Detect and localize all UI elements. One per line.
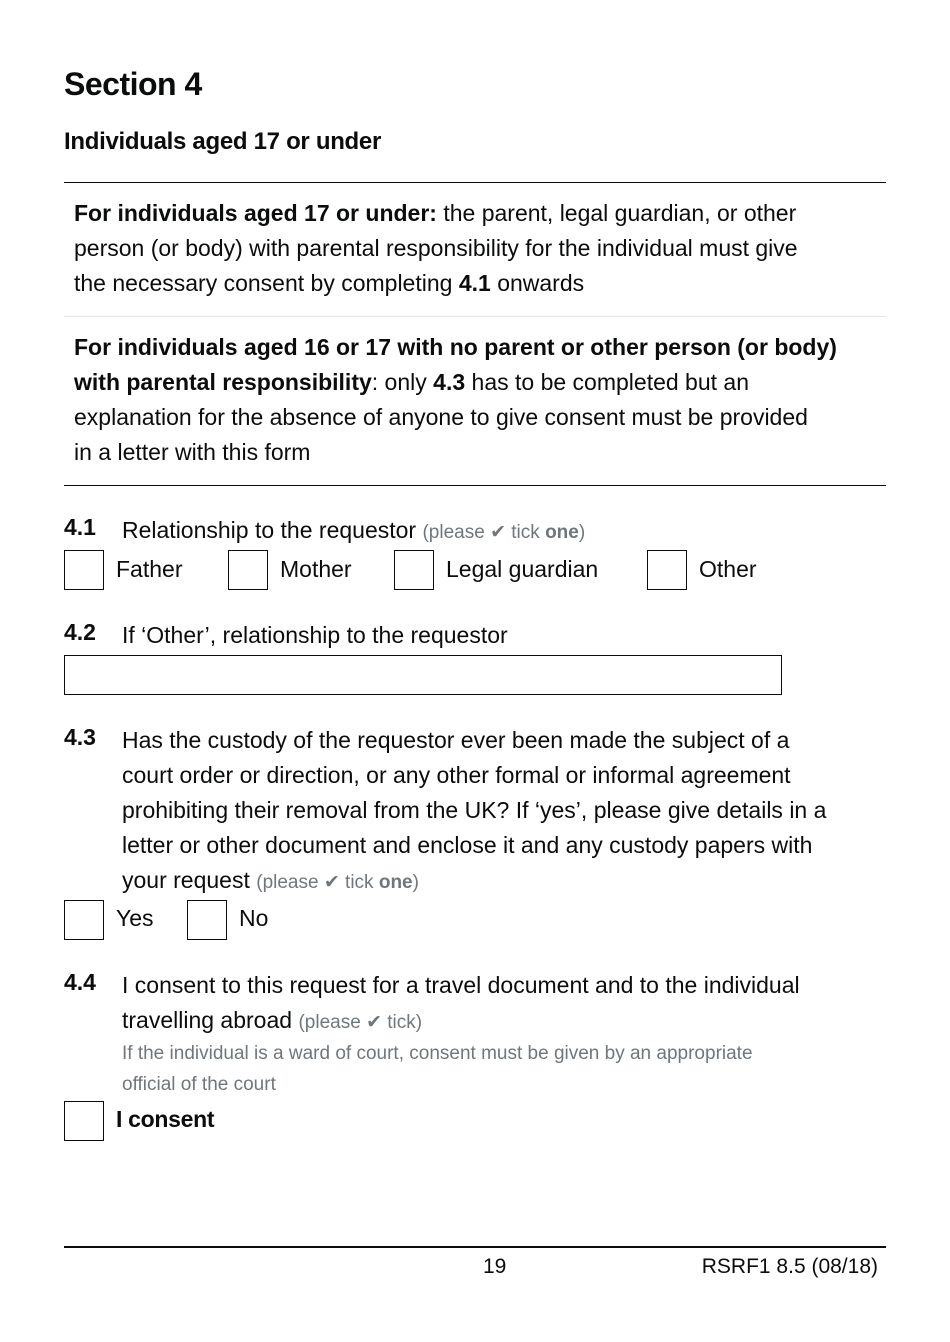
q43-hint-post: ) <box>412 872 419 893</box>
top-rule <box>64 182 886 183</box>
q41-hint-pre: (please <box>422 522 491 543</box>
q44-number: 4.4 <box>64 969 96 995</box>
tick-icon: ✔ <box>366 1012 382 1033</box>
guidance-p1-bold: For individuals aged 17 or under: <box>74 200 437 226</box>
guidance-paragraph-1 <box>74 196 874 301</box>
checkbox-no[interactable] <box>187 900 227 940</box>
guidance-divider <box>64 316 886 317</box>
guidance-p1-line2: person (or body) with parental responsibility for the individual must give <box>74 235 798 261</box>
q41-question <box>122 513 892 550</box>
footer-rule <box>64 1246 886 1248</box>
q43-line2: court order or direction, or any other formal or informal agreement <box>122 762 791 788</box>
q43-hint-pre: (please <box>256 872 324 893</box>
option-label-mother: Mother <box>280 556 352 582</box>
q43-line3: prohibiting their removal from the UK? If ‘yes’, please give details in a <box>122 797 827 823</box>
q44-hint-post: tick) <box>381 1012 423 1033</box>
q41-hint-one: one <box>545 522 579 543</box>
q42-text: If ‘Other’, relationship to the requestor <box>122 622 508 648</box>
q44-line1: I consent to this request for a travel document and to the individual <box>122 972 800 998</box>
checkbox-father[interactable] <box>64 550 104 590</box>
option-label-other: Other <box>699 556 757 582</box>
guidance-p2-bold1: For individuals aged 16 or 17 with no parent or other person (or body) <box>74 334 837 360</box>
q44-line2: travelling abroad <box>122 1007 293 1033</box>
guidance-paragraph-2 <box>74 330 874 470</box>
option-label-legal-guardian: Legal guardian <box>446 556 599 582</box>
q44-note <box>122 1038 882 1100</box>
guidance-bottom-rule <box>64 485 886 486</box>
q44-question <box>122 968 892 1040</box>
q43-hint-one: one <box>378 872 413 893</box>
guidance-p1-line3-post: onwards <box>490 270 585 296</box>
guidance-p2-mid: : only <box>371 369 434 395</box>
q44-hint-pre: (please <box>298 1012 367 1033</box>
section-subtitle: Individuals aged 17 or under <box>64 128 382 155</box>
guidance-p1-line3: the necessary consent by completing <box>74 270 459 296</box>
checkbox-legal-guardian[interactable] <box>394 550 434 590</box>
q43-hint <box>256 872 419 893</box>
option-label-no: No <box>239 905 269 931</box>
guidance-p2-ref: 4.3 <box>433 369 466 395</box>
q44-note-line2: official of the court <box>122 1074 276 1095</box>
guidance-p2-post: has to be completed but an <box>465 369 750 395</box>
option-label-i-consent: I consent <box>116 1106 215 1132</box>
q44-note-line1: If the individual is a ward of court, consent must be given by an appropriate <box>122 1043 753 1064</box>
q41-hint-mid: tick <box>506 522 546 543</box>
q41-hint <box>422 522 585 543</box>
q41-hint-post: ) <box>578 522 586 543</box>
page-number: 19 <box>483 1255 507 1278</box>
guidance-p1-ref: 4.1 <box>458 270 491 296</box>
tick-icon: ✔ <box>323 872 340 893</box>
guidance-p2-bold2: with parental responsibility <box>74 369 372 395</box>
tick-icon: ✔ <box>490 522 506 543</box>
q43-hint-mid: tick <box>339 872 379 893</box>
checkbox-i-consent[interactable] <box>64 1101 104 1141</box>
q41-number: 4.1 <box>64 514 96 540</box>
checkbox-mother[interactable] <box>228 550 268 590</box>
q41-text: Relationship to the requestor <box>122 517 417 543</box>
q43-line5: your request <box>122 867 250 893</box>
relationship-other-input[interactable] <box>64 655 782 695</box>
guidance-p2-line3: explanation for the absence of anyone to give consent must be provided <box>74 404 808 430</box>
guidance-p1-line1: the parent, legal guardian, or other <box>436 200 797 226</box>
option-label-father: Father <box>116 556 183 582</box>
q42-number: 4.2 <box>64 619 96 645</box>
option-label-yes: Yes <box>116 905 154 931</box>
q43-number: 4.3 <box>64 724 96 750</box>
checkbox-other[interactable] <box>647 550 687 590</box>
q44-hint <box>298 1012 422 1033</box>
guidance-p2-line4: in a letter with this form <box>74 439 311 465</box>
form-reference: RSRF1 8.5 (08/18) <box>701 1255 878 1278</box>
section-title: Section 4 <box>64 66 202 102</box>
q43-line1: Has the custody of the requestor ever been made the subject of a <box>122 727 790 753</box>
q43-line4: letter or other document and enclose it and any custody papers with <box>122 832 813 858</box>
q43-question <box>122 723 892 900</box>
checkbox-yes[interactable] <box>64 900 104 940</box>
